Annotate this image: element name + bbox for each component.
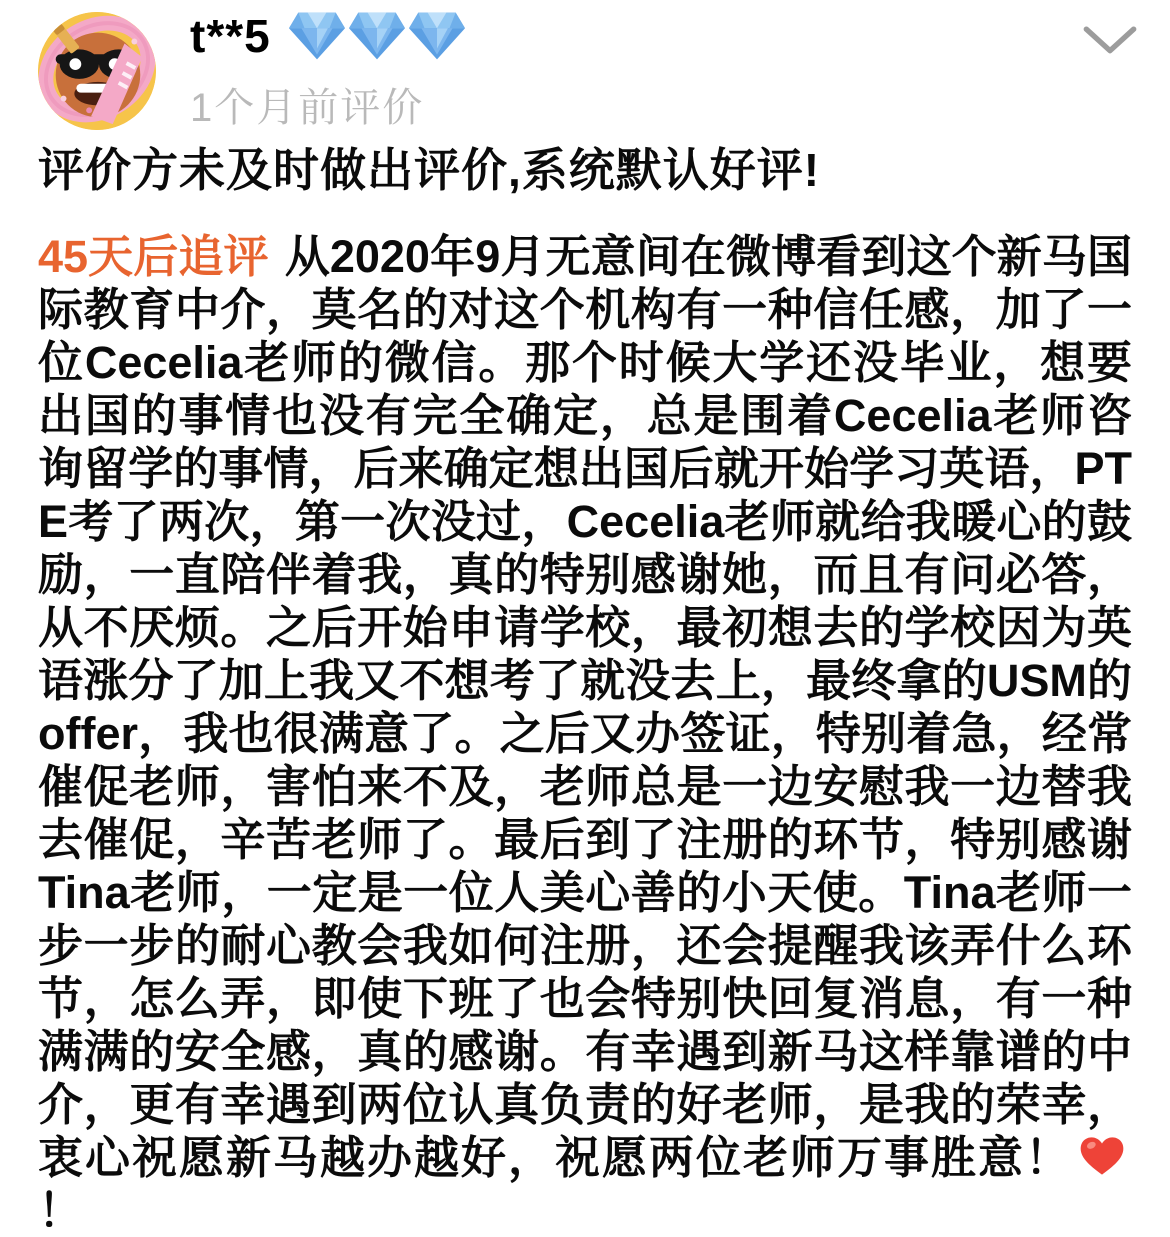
review-time: 1个月前评价 (190, 86, 425, 130)
chevron-down-icon[interactable] (1082, 24, 1138, 58)
username: t**5 (190, 10, 271, 62)
avatar (38, 12, 156, 130)
diamond-icon (285, 8, 349, 64)
followup-review-text (38, 230, 1132, 1237)
followup-body: 从2020年9月无意间在微博看到这个新马国际教育中介，莫名的对这个机构有一种信任感，加了一位Cecelia老师的微信。那个时候大学还没毕业，想要出国的事情也没有完全确定，总是围着Cecelia老师咨询留学的事情，后来确定想出国后就开始学习英语，PTE考了两次，第一次没过，Cecelia老师就给我暖心的鼓励，一直陪伴着我，真的特别感谢她，而且有问必答，从不厌烦。之后开始申请学校，最初想去的学校因为英语涨分了加上我又不想考了就没去上，最终拿的USM的offer，我也很满意了。之后又办签证，特别着急，经常催促老师，害怕来不及，老师总是一边安慰我一边替我去催促，辛苦老师了。最后到了注册的环节，特别感谢Tina老师，一定是一位人美心善的小天使。Tina老师一步一步的耐心教会我如何注册，还会提醒我该弄什么环节，怎么弄，即使下班了也会特别快回复消息，有一种满满的安全感，真的感谢。有幸遇到新马这样靠谱的中介，更有幸遇到两位认真负责的好老师，是我的荣幸，衷心祝愿新马越办越好，祝愿两位老师万事胜意！ (38, 231, 1132, 1183)
system-default-review-note: 评价方未及时做出评价,系统默认好评! (38, 144, 821, 196)
followup-days-label: 45天后追评 (38, 231, 269, 282)
member-level-badges (289, 8, 469, 64)
avatar-illustration (38, 12, 156, 130)
red-heart-icon (1078, 1134, 1126, 1178)
review-header (38, 6, 1146, 138)
followup-suffix: ！ (38, 1185, 84, 1236)
user-block (190, 8, 469, 133)
diamond-icon (405, 8, 469, 64)
diamond-icon (345, 8, 409, 64)
